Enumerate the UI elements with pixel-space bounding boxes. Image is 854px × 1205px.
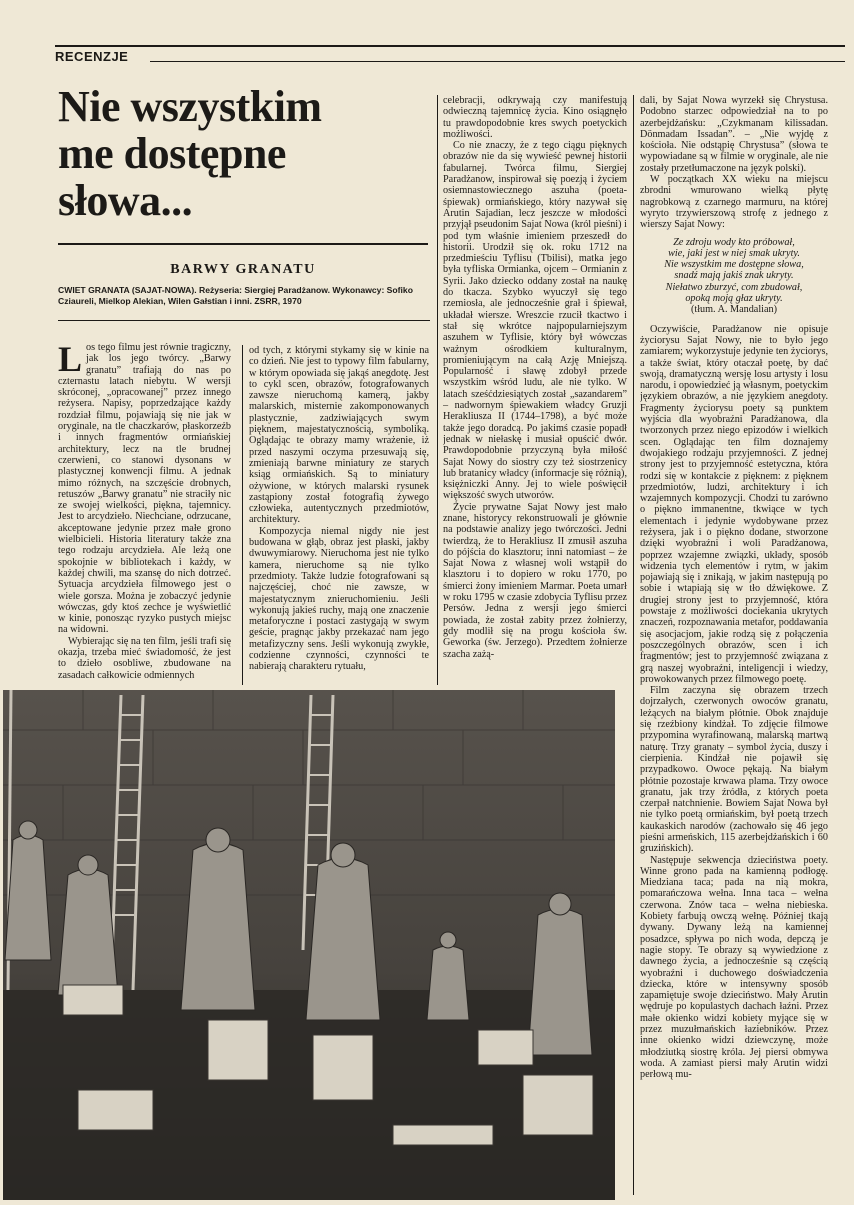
col4-paragraph-2: W początkach XX wieku na miejscu zbrodni wmurowano wielką płytę nagrobkową z czarnego marmuru, na której wyryto trzywierszową strofę z jednego z wierszy Sajat Nowy: [640,174,828,231]
text-column-4 [640,95,828,1195]
film-still-photo [3,690,615,1200]
top-rule [55,45,845,47]
title-line-2: me dostępne [58,129,286,178]
col3-paragraph-1: celebracji, odkrywają czy manifestują odwieczną tajemnicę życia. Kino osiągnęło tu prawdopodobnie kres swych poetyckich możliwości. [443,95,627,140]
col4-paragraph-5: Następuje sekwencja dzieciństwa poety. Winne grono pada na kamienną podłogę. Miedziana taca; pada na nią mokra, pomarańczowa wełna. Inna taca – wełna czerwona. Znów taca – wełna niebieska. Kobiety farbują owczą wełnę. Później tkają dywany. Dywany leżą na kamiennej posadzce, spływa po nich woda, depczą je nagie stopy. Te obrazy są wywiedzione z dawnego życia, a jednocześnie są częścią wyobraźni i duchowego doświadczenia dziecka, które w intensywny sposób zapamiętuje swoje dzieciństwo. Mały Arutin wędruje po kopulastych dachach łaźni. Przez małe okienko widzi kobiety myjące się w przez muzułmańskich łaziebników. Przez inne okienko widzi dziewczynę, może młodziutką siostrę króla. Jej piersi obmywa woda. A zamiast piersi mały Arutin widzi perłową mu- [640,854,828,1081]
text-column-1 [58,342,231,687]
column-divider [242,345,243,685]
col3-paragraph-2: Co nie znaczy, że z tego ciągu pięknych obrazów nie da się wywieść pewnej historii fabularnej. Twórca filmu, Siergiej Paradżanow, inspirował się poezją i życiem osiemnastowiecznego aszuha (poeta-śpiewak) ormiańskiego, który nazywał się Arutin Sajadian, lecz jeszcze w młodości przyjął pseudonim Sajat Nowa (król pieśni) i pod tym właśnie imieniem przeszedł do historii. Urodził się ok. roku 1712 na przedmieściu Tyflisu (Tbilisi), matka jego była tyfliska Ormianka, ojcem – Ormianin z Syrii. Jako dziecko oddany został na naukę do tkacza. Szybko wyuczył się tego rzemiosła, ale jednocześnie grał i śpiewał, układał wiersze. Wreszcie rzucił tkactwo i stał się wkrótce najpopularniejszym aszuhem w Tyflisie, który był wówczas ważnym ośrodkiem kulturalnym, promieniującym na całą Azję Mniejszą. Popularność i sławę zdobył przede wszystkim wśród ludu, ale nie tylko. W latach sześćdziesiątych został „sazandarem” – nadwornym śpiewakiem władcy Gruzji Herakliusza II (1744–1798), a być może także jego doradcą. Po jakimś czasie popadł jednak w niełaskę i musiał opuścić dwór. Prawdopodobnie przyczyną była miłość Sajat Nowy do siostry czy też siostrzenicy lub bratanicy władcy (informacje się różnią), księżniczki Anny. Jej to wiele poświęcił większość swych utworów. [443,140,627,502]
title-rule [58,243,428,245]
poem-line: wie, jaki jest w niej smak ukryty. [668,247,800,259]
text-column-2 [249,345,429,687]
title-line-1: Nie wszystkim [58,82,322,131]
section-label: RECENZJE [55,49,129,64]
title-line-3: słowa... [58,176,193,225]
film-credits: CWIET GRANATA (SAJAT-NOWA). Reżyseria: Siergiej Paradżanow. Wykonawcy: Sofiko Cziaureli, Mielkop Alekian, Wilen Gałstian i inni. ZSRR, 1970 [58,285,413,306]
credits-rule [58,320,430,321]
article-title [58,83,428,224]
column-divider [633,95,634,1195]
col1-paragraph-1 [58,342,231,636]
section-rule [150,61,845,62]
col2-paragraph-2: Kompozycja niemal nigdy nie jest budowana w głąb, obraz jest płaski, jakby dwuwymiarowy. Nieruchoma jest nie tylko kamera, nieruchome są nie tylko przedmioty. Także ludzie fotografowani są najczęściej, choć nie zawsze, w majestatycznym znieruchomieniu. Jeśli wykonują jakieś ruchy, mają one znaczenie metaforyczne i postaci zastygają w swym geście, pragnąc jakby przekazać nam jego metafizyczny sens. Jeśli wykonują zwykłe, codzienne czynności, czynności te nabierają charakteru rytuału, [249,525,429,673]
text-column-3 [443,95,627,687]
col4-paragraph-4: Film zaczyna się obrazem trzech dojrzałych, czerwonych owoców granatu, leżących na białym płótnie. Obok znajduje się rzeźbiony kindżał. To zdjęcie filmowe przypomina wyrafinowaną, malarską martwą naturę. Trzy granaty – symbol życia, duszy i cierpienia. Kindżał nie pojawił się przypadkowo. Owoce pękają. Na białym płótnie pozostaje krwawa plama. Trzy owoce granatu, jak trzy źródła, z których poeta czerpał natchnienie. Bowiem Sajat Nowa był nie tylko poetą ormiańskim, był poetą trzech kaukaskich narodów (zachowało się 46 jego pieśni armeńskich, 115 azerbejdżańskich i 60 gruzińskich). [640,685,828,855]
drop-cap: L [58,342,83,379]
epitaph-poem [640,237,828,316]
column-divider [437,95,438,685]
poem-translator: (tłum. A. Mandalian) [690,304,777,316]
poem-line: snadź mają jakiś znak ukryty. [674,270,794,282]
article-subtitle: BARWY GRANATU [170,262,316,277]
col4-paragraph-3: Oczywiście, Paradżanow nie opisuje życiorysu Sajat Nowy, nie to było jego zamiarem; wykorzystuje jedynie ten życiorys, a także świat, który otaczał poetę, by dać swoją, dramatyczną wersję losu artysty i losu narodu, i opowiedzieć ją własnym, poetyckim językiem obrazów, a nie językiem anegdoty. Fragmenty życiorysu poety są punktem wyjścia dla wyobraźni Paradżanowa, dla tworzonych przez niego epizodów i wielkich scen. Oglądając ten film doznajemy dwojakiego rodzaju przyjemności. Z jednej strony jest to przyjemność estetyczna, która rodzi się w kontakcie z pięknem: z pięknem przedmiotów, ludzi, architektury i ich wzajemnych kompozycji. Chodzi tu zarówno o piękno immanentne, tkwiące w tych elementach i jedynie wydobywane przez reżysera, jak i o piękno dodane, stworzone dzięki wyobraźni i woli Paradżanowa, poprzez wzajemne związki, układy, sposób widzenia tych elementów i rytm, w jakim pojawiają się i znikają, w jakim następują po sobie i wtapiają się w tło dźwiękowe. Z drugiej strony jest to przyjemność, która powstaje z możliwości dociekania ukrytych znaczeń, rozpoznawania metafor, poddawania się asocjacjom, jakie rodzą się z połączenia poszczególnych obrazów, scen i ich fragmentów; jest to przyjemność związana z grą naszej wyobraźni, inteligencji i wiedzy, prowokowanych przez filmowego poetę. [640,323,828,685]
col4-paragraph-1: dali, by Sajat Nowa wyrzekł się Chrystusa. Podobno starzec odpowiedział na to po azerbejdżańsku: „Czykmanam kilissadan. Dönmadam Issadan”. – „Nie wyjdę z kościoła. Nie odstąpię Chrystusa” (słowa te wypowiadane są w filmie w oryginale, ale nie zostały przetłumaczone na język polski). [640,95,828,174]
poem-line: Niełatwo zburzyć, com zbudował, [665,281,803,293]
poem-line: Ze zdroju wody kto próbował, [673,236,795,248]
col1-p1-text: os tego filmu jest równie tragiczny, jak los jego twórcy. „Barwy granatu” trafiają do nas po czternastu latach niebytu. W wersji skróconej, „opracowanej” przez innego reżysera. Napisy, poprzedzające każdy rozdział filmu, pojawiają się nie jak w oryginale, na tle chaczkarów, płaskorzeźb i innych fragmentów ormiańskiej architektury, lecz na tle brudnej czerwieni, co stanowi dysonans w plastycznej konwencji filmu. A jednak mimo różnych, na szczęście drobnych, retuszów „Barwy granatu” nie straciły nic ze swojej wielkości, piękna, tajemnicy. Jest to arcydzieło. Niechciane, odrzucane, akceptowane jedynie przez małe grono wielbicieli. Historia literatury także zna tego rodzaju arcydzieła. Ale leżą one spokojnie w bibliotekach i każdy, w każdej chwili, ma szansę do nich dotrzeć. Sytuacja arcydzieła filmowego jest o wiele gorsza. Można je zobaczyć jedynie wówczas, gdy ktoś zechce je wyświetlić w kinie, ponosząc ryzyko pustych miejsc na widowni. [58,342,231,636]
col3-paragraph-3: Życie prywatne Sajat Nowy jest mało znane, historycy rekonstruowali je głównie na podstawie analizy jego twórczości. Jedni twierdzą, że to Herakliusz II zmusił aszuha do pójścia do klasztoru; inni natomiast – że Sajat Nowa z własnej woli wstąpił do klasztoru i to dopiero w roku 1770, po śmierci żony imieniem Marmar. Poeta umarł w roku 1795 w czasie zdobycia Tyflisu przez Persów. Jedna z wersji jego śmierci powiada, że został zabity przez żołnierzy, gdy modlił się na progu kościoła św. Geworka (św. Jerzego). Przedtem żołnierze szacha zażą- [443,501,627,660]
poem-line: Nie wszystkim me dostępne słowa, [664,259,804,271]
poem-line: opoką moją głaz ukryty. [685,293,783,305]
col1-paragraph-2: Wybierając się na ten film, jeśli trafi się okazja, trzeba mieć świadomość, że jest to dzieło osobliwe, zbudowane na zasadach całkowicie odmiennych [58,635,231,681]
col2-paragraph-1: od tych, z którymi stykamy się w kinie na co dzień. Nie jest to typowy film fabularny, w którym opowiada się jakąś anegdotę. Jest to cykl scen, obrazów, fotografowanych zawsze nieruchomą kamerą, jakby malarskich, misternie zakomponowanych plastycznie, zadziwiających swym pięknem, majestatycznością, symboliką. Oglądając te obrazy mamy wrażenie, iż przed naszymi oczyma przesuwają się, zmieniają barwne miniatury ze starych ksiąg ormiańskich. Są to miniatury ożywione, w których malarski rysunek zastąpiony został fotografią żywego człowieka, autentycznych przedmiotów, architektury. [249,345,429,526]
film-still-illustration [3,690,615,1200]
